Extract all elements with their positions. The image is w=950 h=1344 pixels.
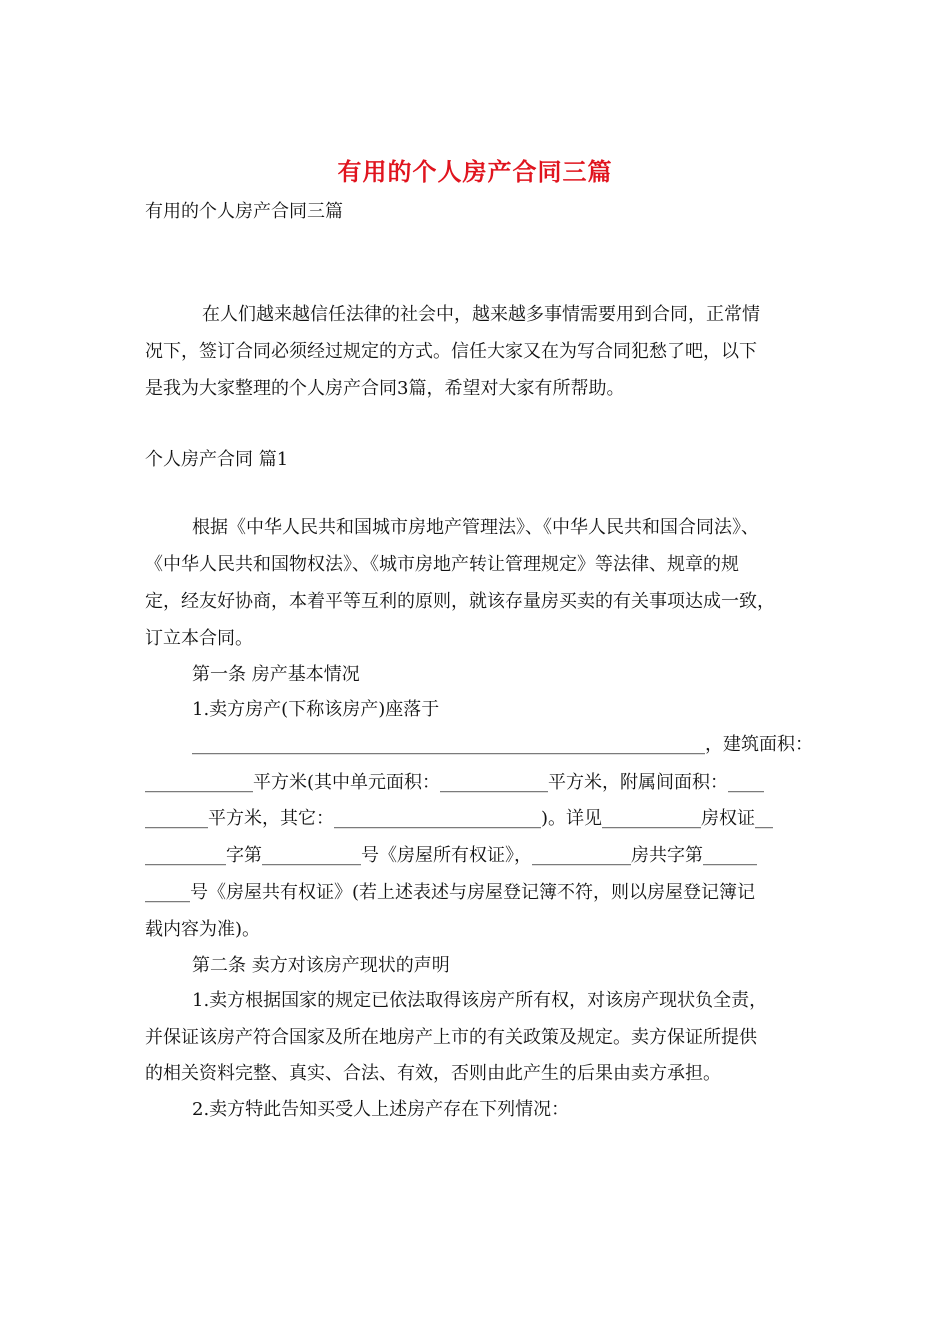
body-line: 《中华人民共和国物权法》、《城市房地产转让管理规定》等法律、规章的规 — [145, 554, 739, 575]
fill-in-line: _________________________________________________________，建筑面积： — [192, 734, 813, 755]
body-line: 订立本合同。 — [145, 628, 253, 649]
body-line: 1.卖方根据国家的规定已依法取得该房产所有权，对该房产现状负全责， — [192, 990, 768, 1011]
body-line: 并保证该房产符合国家及所在地房产上市的有关政策及规定。卖方保证所提供 — [145, 1027, 757, 1048]
article-heading: 第二条 卖方对该房产现状的声明 — [192, 955, 450, 976]
fill-in-line: _______平方米，其它：_______________________)。详见___________房权证__ — [145, 808, 774, 829]
body-line: _____号《房屋共有权证》(若上述表述与房屋登记簿不符，则以房屋登记簿记 — [145, 882, 756, 903]
body-line: 2.卖方特此告知买受人上述房产存在下列情况： — [192, 1099, 570, 1120]
document-subtitle: 有用的个人房产合同三篇 — [145, 201, 343, 222]
intro-line: 况下，签订合同必须经过规定的方式。信任大家又在为写合同犯愁了吧，以下 — [145, 341, 757, 362]
fill-in-line: _________字第___________号《房屋所有权证》，___________房共字第______ — [145, 845, 757, 866]
document-title: 有用的个人房产合同三篇 — [337, 157, 613, 186]
fill-in-line: ____________平方米(其中单元面积：____________平方米，附属间面积：____ — [145, 772, 765, 793]
body-line: 定，经友好协商，本着平等互利的原则，就该存量房买卖的有关事项达成一致， — [145, 591, 775, 612]
intro-line: 在人们越来越信任法律的社会中，越来越多事情需要用到合同，正常情 — [202, 304, 760, 325]
section-heading: 个人房产合同 篇1 — [145, 449, 289, 470]
body-line: 根据《中华人民共和国城市房地产管理法》、《中华人民共和国合同法》、 — [192, 517, 759, 538]
body-line: 1.卖方房产(下称该房产)座落于 — [192, 699, 440, 720]
article-heading: 第一条 房产基本情况 — [192, 664, 360, 685]
body-line: 载内容为准)。 — [145, 919, 261, 940]
intro-line: 是我为大家整理的个人房产合同3篇，希望对大家有所帮助。 — [145, 378, 625, 399]
body-line: 的相关资料完整、真实、合法、有效，否则由此产生的后果由卖方承担。 — [145, 1063, 721, 1084]
